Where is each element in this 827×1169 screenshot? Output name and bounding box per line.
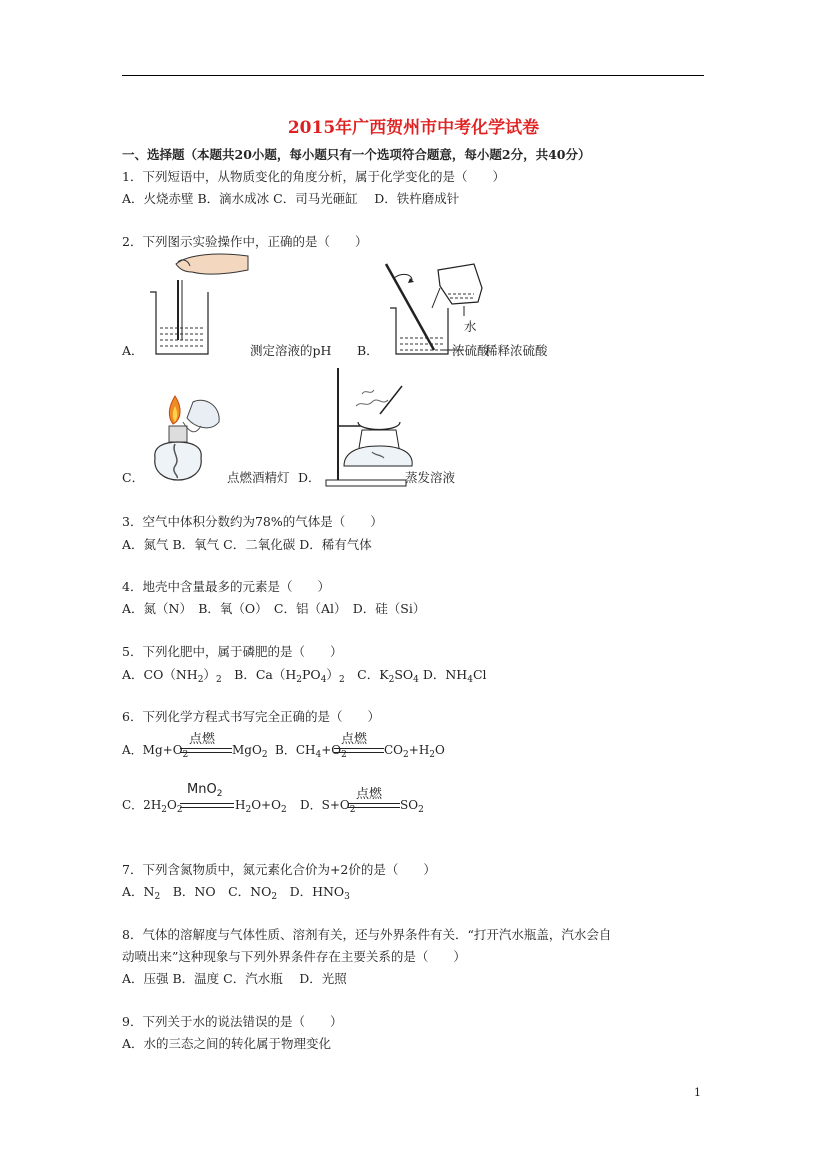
q6-eq-c-condition: MnO$_2$ xyxy=(187,782,223,799)
q8-stem-line2: 动喷出来”这种现象与下列外界条件存在主要关系的是（ ） xyxy=(122,949,466,964)
q7-stem: 7．下列含氮物质中，氮元素化合价为+2价的是（ ） xyxy=(122,862,436,877)
q6-eq-a-right: MgO$_2$ xyxy=(232,743,268,760)
evaporation-illustration xyxy=(322,366,412,488)
q6-eq-c-right: $H_2O+O_2$ xyxy=(235,798,287,815)
q8-stem-line1: 8．气体的溶解度与气体性质、溶剂有关，还与外界条件有关．“打开汽水瓶盖，汽水会自 xyxy=(122,927,612,942)
q2-option-c-caption: 点燃酒精灯 xyxy=(227,470,290,485)
q2-option-a-caption: 测定溶液的pH xyxy=(250,343,332,358)
q6-eq-c-sign xyxy=(180,803,234,808)
q6-eq-d-right: $SO_2$ xyxy=(400,798,424,815)
q2-stem: 2．下列图示实验操作中，正确的是（ ） xyxy=(122,234,368,249)
alcohol-lamp-illustration xyxy=(145,392,225,487)
header-rule xyxy=(122,75,704,76)
q1-stem: 1．下列短语中，从物质变化的角度分析，属于化学变化的是（ ） xyxy=(122,169,505,184)
page-title: 2015年广西贺州市中考化学试卷 xyxy=(287,118,540,138)
label-conc-acid: 浓硫酸 xyxy=(452,343,490,358)
q6-eq-d-sign xyxy=(348,803,400,808)
q6-eq-b-left: B．$CH_4+O_2$ xyxy=(275,743,347,760)
q5-options: A．$CO(NH_2)_2$ B．$Ca(H_2PO_4)_2$ C．$K_2SO_4$ D．$NH_4Cl$ xyxy=(122,667,487,685)
q2-option-a-letter: A． xyxy=(122,343,144,358)
q2-option-b-caption: 稀释浓硫酸 xyxy=(485,343,548,358)
q2-option-c-letter: C． xyxy=(122,470,145,485)
q6-eq-a-sign xyxy=(180,748,232,753)
label-water: 水 xyxy=(464,319,477,334)
section-heading: 一、选择题（本题共20小题，每小题只有一个选项符合题意，每小题2分，共40分） xyxy=(122,147,591,162)
q3-options: A．氮气 B．氧气 C．二氧化碳 D．稀有气体 xyxy=(122,537,372,552)
q6-stem: 6．下列化学方程式书写完全正确的是（ ） xyxy=(122,709,380,724)
q2-option-d-caption: 蒸发溶液 xyxy=(405,470,456,485)
q6-eq-d-condition: 点燃 xyxy=(356,787,383,802)
q7-options: A．$N_2$ B．NO C．$NO_2$ D．$HNO_3$ xyxy=(122,884,350,902)
q6-eq-b-sign xyxy=(334,748,384,753)
page-number: 1 xyxy=(694,1086,701,1099)
q6-eq-a-condition: 点燃 xyxy=(189,732,216,747)
q4-options: A．氮（N） B．氧（O） C．铝（Al） D．硅（Si） xyxy=(122,601,426,616)
q3-stem: 3．空气中体积分数约为78%的气体是（ ） xyxy=(122,514,383,529)
q6-eq-b-right: $CO_2+H_2O$ xyxy=(384,743,445,760)
q5-stem: 5．下列化肥中，属于磷肥的是（ ） xyxy=(122,644,343,659)
q6-eq-b-condition: 点燃 xyxy=(341,732,368,747)
q6-eq-a-left: A．$Mg+O_2$ xyxy=(122,743,189,760)
ph-test-illustration xyxy=(148,250,258,360)
q9-stem: 9．下列关于水的说法错误的是（ ） xyxy=(122,1014,343,1029)
q6-eq-d-left: D．$S+O_2$ xyxy=(300,798,356,815)
q1-options: A．火烧赤壁 B．滴水成冰 C．司马光砸缸 D．铁杵磨成针 xyxy=(122,191,460,206)
q8-options: A．压强 B．温度 C．汽水瓶 D．光照 xyxy=(122,971,347,986)
q6-eq-c-left: C．$2H_2O_2$ xyxy=(122,798,183,815)
q2-option-d-letter: D． xyxy=(298,470,321,485)
q4-stem: 4．地壳中含量最多的元素是（ ） xyxy=(122,579,330,594)
q9-option-a: A．水的三态之间的转化属于物理变化 xyxy=(122,1036,332,1051)
q2-option-b-letter: B． xyxy=(357,343,379,358)
